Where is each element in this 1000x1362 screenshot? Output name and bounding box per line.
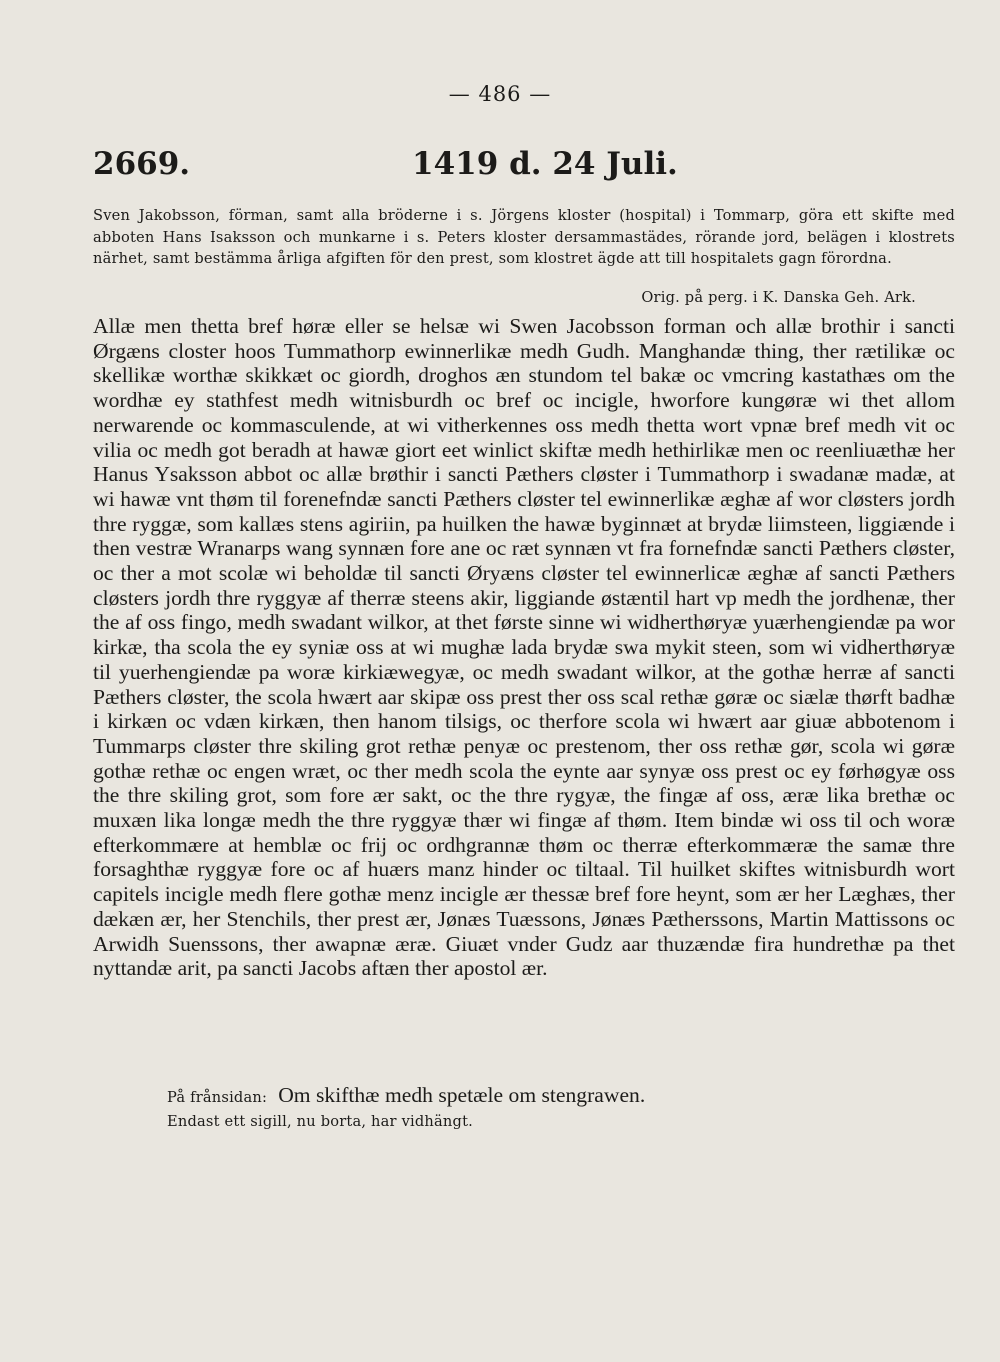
reverse-label: På frånsidan: — [167, 1089, 268, 1106]
document-summary: Sven Jakobsson, förman, samt alla bröderne i s. Jörgens kloster (hospital) i Tommarp, göra ett skifte med abboten Hans Isaksson och munkarne i s. Peters kloster dersammastädes, rörande jord, belägen i klostrets närhet, samt bestämma årliga afgiften för den prest, som klostret ägde att till hospitalets gagn förordna. — [93, 207, 955, 267]
document-date: 1419 d. 24 Juli. — [412, 146, 678, 182]
reverse-text: Om skifthæ medh spetæle om stengrawen. — [278, 1083, 646, 1107]
page-number: — 486 — — [448, 82, 552, 106]
source-reference: Orig. på perg. i K. Danska Geh. Ark. — [641, 289, 916, 306]
charter-text — [93, 314, 955, 981]
charter-paragraph: Allæ men thetta bref høræ eller se helsæ wi Swen Jacobsson forman och allæ brothir i sancti Ørgæns closter hoos Tummathorp ewinnerlikæ medh Gudh. Manghandæ thing, ther rætilikæ oc skellikæ worthæ skikkæt oc giordh, droghos æn stundom tel bakæ oc vmcring kastathæs om the wordhæ ey stathfest medh witnisburdh oc bref oc incigle, hworfore kungøræ wi thet allom nerwarende oc kommasculende, at wi vitherkennes oss medh thetta wort vpnæ bref medh vit oc vilia oc medh got beradh at hawæ giort eet winlict skiftæ medh hethirlikæ men oc reenliuæthæ her Hanus Ysaksson abbot oc allæ brøthir i sancti Pæthers cløster i Tummathorp i swadanæ madæ, at wi hawæ vnt thøm til forenefndæ sancti Pæthers cløster tel ewinnerlikæ æghæ af wor cløsters jordh thre ryggæ, som kallæs stens agiriin, pa huilken the hawæ byginnæt at brydæ liimsteen, liggiænde i then vestræ Wranarps wang synnæn fore ane oc ræt synnæn vt fra fornefndæ sancti Pæthers cløster, oc ther a mot scolæ wi beholdæ til sancti Øryæns cløster tel ewinnerlicæ æghæ af sancti Pæthers cløsters jordh thre ryggyæ af therræ steens akir, liggiande østæntil hart vp medh the jordhenæ, ther the af oss fingo, medh swadant wilkor, at thet første sinne wi widherthøryæ yuærhengiendæ pa wor kirkæ, tha scola the ey syniæ oss at wi mughæ lada brydæ swa mykit steen, som wi vidherthøryæ til yuerhengiendæ pa woræ kirkiæwegyæ, oc medh swadant wilkor, at the gothæ herræ af sancti Pæthers cløster, the scola hwært aar skipæ oss prest ther oss scal rethæ gøræ oc siælæ thørft badhæ i kirkæn oc vdæn kirkæn, then hanom tilsigs, oc therfore scola wi hwært aar giuæ abbotenom i Tummarps cløster thre skiling grot rethæ penyæ oc prestenom, ther oss rethæ gør, scola wi gøræ gothæ rethæ oc engen wræt, oc ther medh scola the eynte aar synyæ oss prest oc ey førhøgyæ oss the thre skiling grot, som fore ær sakt, oc the thre rygyæ, the fingæ af oss, æræ lika brethæ oc muxæn lika longæ medh the thre ryggyæ thær wi fingæ af thøm. Item bindæ wi oss til och woræ efterkommære at hemblæ oc frij oc ordhgrannæ thøm oc therræ efterkommæræ the samæ thre forsaghthæ ryggyæ fore oc af huærs manz hinder oc tiltaal. Til huilket skiftes witnisburdh wort capitels incigle medh flere gothæ menz incigle ær thessæ bref fore heynt, som ær her Læghæs, ther dækæn ær, her Stenchils, ther prest ær, Jønæs Tuæssons, Jønæs Pætherssons, Martin Mattissons oc Arwidh Suenssons, ther awapnæ æræ. Giuæt vnder Gudz aar thuzændæ fira hundrethæ pa thet nyttandæ arit, pa sancti Jacobs aftæn ther apostol ær. — [93, 314, 955, 981]
reverse-note — [167, 1083, 645, 1108]
document-number: 2669. — [93, 146, 191, 182]
seal-note: Endast ett sigill, nu borta, har vidhängt. — [167, 1113, 473, 1130]
